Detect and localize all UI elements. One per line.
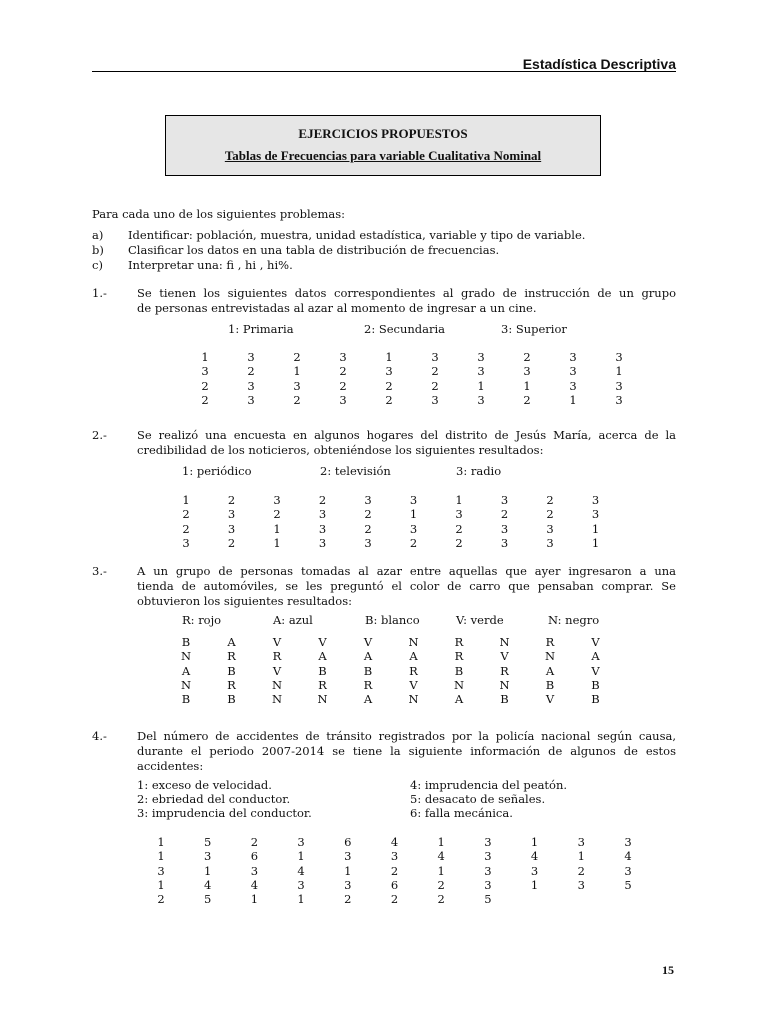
data-cell: B [591, 692, 600, 707]
data-cell: 3 [227, 507, 236, 522]
data-cell: 3 [182, 535, 190, 550]
legend-item: N: negro [548, 613, 600, 627]
data-cell: R [454, 635, 464, 649]
legend-item: 2: ebriedad del conductor. [137, 792, 291, 806]
data-cell: 5 [204, 892, 212, 907]
exercise-statement-line: credibilidad de los noticieros, obteniéndose los siguientes resultados: [137, 443, 544, 457]
data-cell: 3 [484, 877, 492, 892]
exercise-number: 3.- [92, 564, 107, 578]
data-cell: A [409, 649, 418, 664]
data-cell: 2 [364, 507, 372, 522]
data-cell: 3 [204, 849, 212, 864]
data-cell: 3 [546, 521, 554, 536]
data-cell: 4 [250, 877, 259, 892]
data-cell: 2 [247, 364, 255, 379]
data-cell: 2 [339, 364, 347, 379]
data-cell: 3 [390, 849, 399, 864]
legend-item: A: azul [273, 613, 313, 627]
data-cell: 2 [293, 350, 301, 364]
data-cell: 2 [385, 392, 393, 407]
intro-item-marker: a) [92, 228, 104, 242]
exercise-statement-line: tienda de automóviles, se les preguntó el color de carro que pensaban comprar. Se [137, 579, 676, 593]
data-cell: 2 [201, 392, 209, 407]
data-cell: N [408, 635, 419, 649]
data-cell: N [408, 692, 419, 707]
data-cell: 2 [523, 350, 531, 364]
data-cell: B [545, 677, 555, 692]
data-cell: 3 [477, 350, 485, 364]
data-cell: 3 [409, 521, 418, 536]
data-cell: 2 [409, 535, 418, 550]
data-cell: 2 [546, 493, 554, 507]
data-cell: V [591, 663, 600, 678]
data-cell: 3 [484, 849, 492, 864]
exercise-number: 4.- [92, 729, 107, 743]
legend-item: V: verde [456, 613, 504, 627]
intro-item-marker: c) [92, 258, 103, 272]
data-cell: 3 [500, 493, 509, 507]
header-rule [92, 71, 676, 72]
data-cell: 3 [577, 877, 585, 892]
data-cell: N [317, 692, 328, 707]
data-cell: 1 [273, 535, 281, 550]
data-cell: B [181, 692, 191, 707]
data-cell: 2 [227, 535, 236, 550]
exercise-number: 1.- [92, 286, 107, 300]
exercise-statement-line: Del número de accidentes de tránsito registrados por la policía nacional según causa, [137, 729, 676, 743]
data-cell: 3 [484, 835, 492, 849]
data-cell: 3 [293, 378, 301, 393]
data-cell: 3 [339, 350, 347, 364]
data-cell: 2 [201, 378, 209, 393]
data-cell: 2 [339, 378, 347, 393]
data-cell: 3 [500, 521, 509, 536]
legend-item: 3: imprudencia del conductor. [137, 806, 312, 820]
data-cell: R [318, 677, 327, 692]
data-cell: 3 [344, 849, 352, 864]
data-cell: 3 [297, 835, 305, 849]
data-cell: 5 [484, 892, 492, 907]
data-cell: 2 [523, 392, 531, 407]
data-cell: 1 [569, 392, 577, 407]
data-cell: 3 [227, 521, 236, 536]
data-cell: 3 [318, 507, 327, 522]
data-cell: 2 [500, 507, 509, 522]
data-cell: 2 [455, 535, 463, 550]
data-cell: 2 [390, 863, 399, 878]
data-cell: N [453, 677, 465, 692]
data-cell: V [272, 663, 282, 678]
data-cell: 1 [477, 378, 485, 393]
data-cell: 1 [250, 892, 259, 907]
data-cell: B [591, 677, 600, 692]
data-cell: V [363, 635, 373, 649]
data-cell: N [180, 649, 192, 664]
legend-item: 1: periódico [182, 464, 252, 478]
intro-item-text: Interpretar una: fi , hi , hi%. [128, 258, 293, 272]
data-cell: 2 [182, 521, 190, 536]
data-cell: 3 [247, 378, 255, 393]
data-cell: N [180, 677, 192, 692]
data-cell: 4 [624, 849, 632, 864]
data-cell: 2 [273, 507, 281, 522]
data-cell: 1 [437, 835, 445, 849]
data-cell: 3 [344, 877, 352, 892]
data-cell: B [454, 663, 464, 678]
legend-item: B: blanco [365, 613, 420, 627]
exercises-subtitle: Tablas de Frecuencias para variable Cualitativa Nominal [224, 148, 542, 163]
data-cell: 1 [201, 350, 209, 364]
data-cell: 2 [157, 892, 165, 907]
data-cell: 2 [385, 378, 393, 393]
data-cell: B [227, 692, 236, 707]
data-cell: V [409, 677, 418, 692]
data-cell: 1 [530, 877, 539, 892]
exercise-statement-line: Se realizó una encuesta en algunos hogares del distrito de Jesús María, acerca de la [137, 428, 676, 442]
data-cell: 1 [297, 892, 305, 907]
data-cell: 2 [546, 507, 554, 522]
data-cell: 3 [364, 493, 372, 507]
data-cell: 1 [344, 863, 352, 878]
data-cell: 3 [250, 863, 259, 878]
page-header-title: Estadística Descriptiva [522, 56, 676, 72]
data-cell: R [454, 649, 464, 664]
data-cell: 3 [455, 507, 463, 522]
legend-item: 2: Secundaria [364, 322, 446, 336]
exercise-statement-line: accidentes: [137, 759, 204, 773]
data-cell: 1 [591, 535, 600, 550]
data-cell: R [545, 635, 555, 649]
data-cell: 2 [455, 521, 463, 536]
data-cell: 1 [455, 493, 463, 507]
data-cell: 1 [297, 849, 305, 864]
data-cell: 6 [390, 877, 399, 892]
intro-item-text: Clasificar los datos en una tabla de distribución de frecuencias. [128, 243, 500, 257]
exercise-statement-line: Se tienen los siguientes datos correspondientes al grado de instrucción de un grupo [137, 286, 676, 300]
exercises-title: EJERCICIOS PROPUESTOS [298, 126, 468, 141]
data-cell: R [409, 663, 418, 678]
data-cell: B [363, 663, 373, 678]
data-cell: R [227, 649, 236, 664]
exercises-title-box [165, 115, 601, 176]
data-cell: 6 [344, 835, 352, 849]
data-cell: B [181, 635, 191, 649]
data-cell: 3 [247, 350, 255, 364]
data-cell: V [318, 635, 327, 649]
data-cell: 3 [569, 364, 577, 379]
data-cell: V [545, 692, 555, 707]
legend-item: 1: Primaria [228, 322, 294, 336]
data-cell: 3 [247, 392, 255, 407]
data-cell: 2 [577, 863, 585, 878]
data-cell: 3 [591, 493, 600, 507]
data-cell: 6 [250, 849, 259, 864]
data-cell: N [271, 677, 283, 692]
legend-item: 3: radio [456, 464, 502, 478]
data-cell: 3 [484, 863, 492, 878]
data-cell: 1 [385, 350, 393, 364]
data-cell: 1 [273, 521, 281, 536]
data-cell: 3 [385, 364, 393, 379]
data-cell: N [271, 692, 283, 707]
data-cell: 4 [297, 863, 305, 878]
data-cell: 2 [364, 521, 372, 536]
data-cell: V [500, 649, 509, 664]
legend-item: 4: imprudencia del peatón. [410, 778, 568, 792]
data-cell: 3 [477, 364, 485, 379]
data-cell: 3 [523, 364, 531, 379]
data-cell: B [500, 692, 509, 707]
data-cell: 1 [157, 849, 165, 864]
data-cell: 1 [530, 835, 539, 849]
data-cell: 1 [437, 863, 445, 878]
data-cell: A [363, 649, 373, 664]
page-number: 15 [662, 963, 674, 977]
data-cell: 2 [390, 892, 399, 907]
data-cell: 5 [624, 877, 632, 892]
data-cell: 2 [250, 835, 259, 849]
exercise-statement-line: A un grupo de personas tomadas al azar entre aquellas que ayer ingresaron a una [137, 564, 676, 578]
data-cell: R [500, 663, 509, 678]
data-cell: 3 [624, 863, 632, 878]
data-cell: 3 [273, 493, 281, 507]
data-cell: 4 [437, 849, 445, 864]
data-cell: 1 [615, 364, 623, 379]
data-cell: A [591, 649, 600, 664]
data-cell: 3 [297, 877, 305, 892]
exercise-number: 2.- [92, 428, 107, 442]
exercise-statement-line: obtuvieron los siguientes resultados: [137, 594, 352, 608]
intro-item-text: Identificar: población, muestra, unidad estadística, variable y tipo de variable. [128, 228, 586, 242]
data-cell: A [545, 663, 555, 678]
data-cell: N [499, 677, 510, 692]
exercise-statement-line: de personas entrevistadas al azar al momento de ingresar a un cine. [137, 301, 537, 315]
data-cell: 2 [437, 892, 445, 907]
data-cell: 1 [591, 521, 600, 536]
data-cell: 2 [318, 493, 327, 507]
data-cell: 3 [500, 535, 509, 550]
legend-item: R: rojo [182, 613, 222, 627]
legend-item: 3: Superior [501, 322, 567, 336]
data-cell: R [272, 649, 282, 664]
data-cell: 3 [615, 378, 623, 393]
data-cell: 1 [204, 863, 212, 878]
data-cell: 3 [577, 835, 585, 849]
legend-item: 2: televisión [320, 464, 391, 478]
data-cell: A [181, 663, 191, 678]
data-cell: 1 [409, 507, 418, 522]
exercise-statement-line: durante el periodo 2007-2014 se tiene la siguiente información de algunos de estos [137, 744, 676, 758]
data-cell: 3 [477, 392, 485, 407]
data-cell: A [454, 692, 464, 707]
legend-item: 5: desacato de señales. [410, 792, 546, 806]
data-cell: 2 [431, 364, 439, 379]
data-cell: 3 [615, 392, 623, 407]
data-cell: 5 [204, 835, 212, 849]
data-cell: 2 [437, 877, 445, 892]
data-cell: A [363, 692, 373, 707]
data-cell: 3 [569, 350, 577, 364]
data-cell: B [318, 663, 327, 678]
data-cell: 3 [318, 521, 327, 536]
data-cell: 3 [546, 535, 554, 550]
data-cell: B [227, 663, 236, 678]
data-cell: N [544, 649, 556, 664]
data-cell: 4 [204, 877, 212, 892]
data-cell: 3 [615, 350, 623, 364]
data-cell: 2 [227, 493, 236, 507]
data-cell: R [363, 677, 373, 692]
data-cell: 2 [293, 392, 301, 407]
data-cell: 3 [569, 378, 577, 393]
data-cell: 3 [201, 364, 209, 379]
data-cell: 1 [182, 493, 190, 507]
data-cell: R [227, 677, 236, 692]
data-cell: 3 [591, 507, 600, 522]
intro-item-marker: b) [92, 243, 104, 257]
data-cell: 3 [339, 392, 347, 407]
data-cell: 1 [293, 364, 301, 379]
data-cell: 4 [530, 849, 539, 864]
data-cell: 3 [157, 863, 165, 878]
data-cell: 1 [157, 835, 165, 849]
data-cell: 2 [344, 892, 352, 907]
data-cell: A [227, 635, 236, 649]
data-cell: 3 [431, 392, 439, 407]
data-cell: 3 [318, 535, 327, 550]
legend-item: 6: falla mecánica. [410, 806, 513, 820]
data-cell: A [318, 649, 327, 664]
data-cell: N [499, 635, 510, 649]
data-cell: V [591, 635, 600, 649]
legend-item: 1: exceso de velocidad. [137, 778, 272, 792]
data-cell: 3 [624, 835, 632, 849]
data-cell: 1 [577, 849, 585, 864]
data-cell: 2 [182, 507, 190, 522]
data-cell: 3 [431, 350, 439, 364]
data-cell: 4 [390, 835, 399, 849]
intro-text: Para cada uno de los siguientes problemas: [92, 207, 346, 221]
data-cell: 1 [157, 877, 165, 892]
data-cell: V [272, 635, 282, 649]
data-cell: 2 [431, 378, 439, 393]
data-cell: 1 [523, 378, 531, 393]
data-cell: 3 [409, 493, 418, 507]
data-cell: 3 [530, 863, 539, 878]
data-cell: 3 [364, 535, 372, 550]
